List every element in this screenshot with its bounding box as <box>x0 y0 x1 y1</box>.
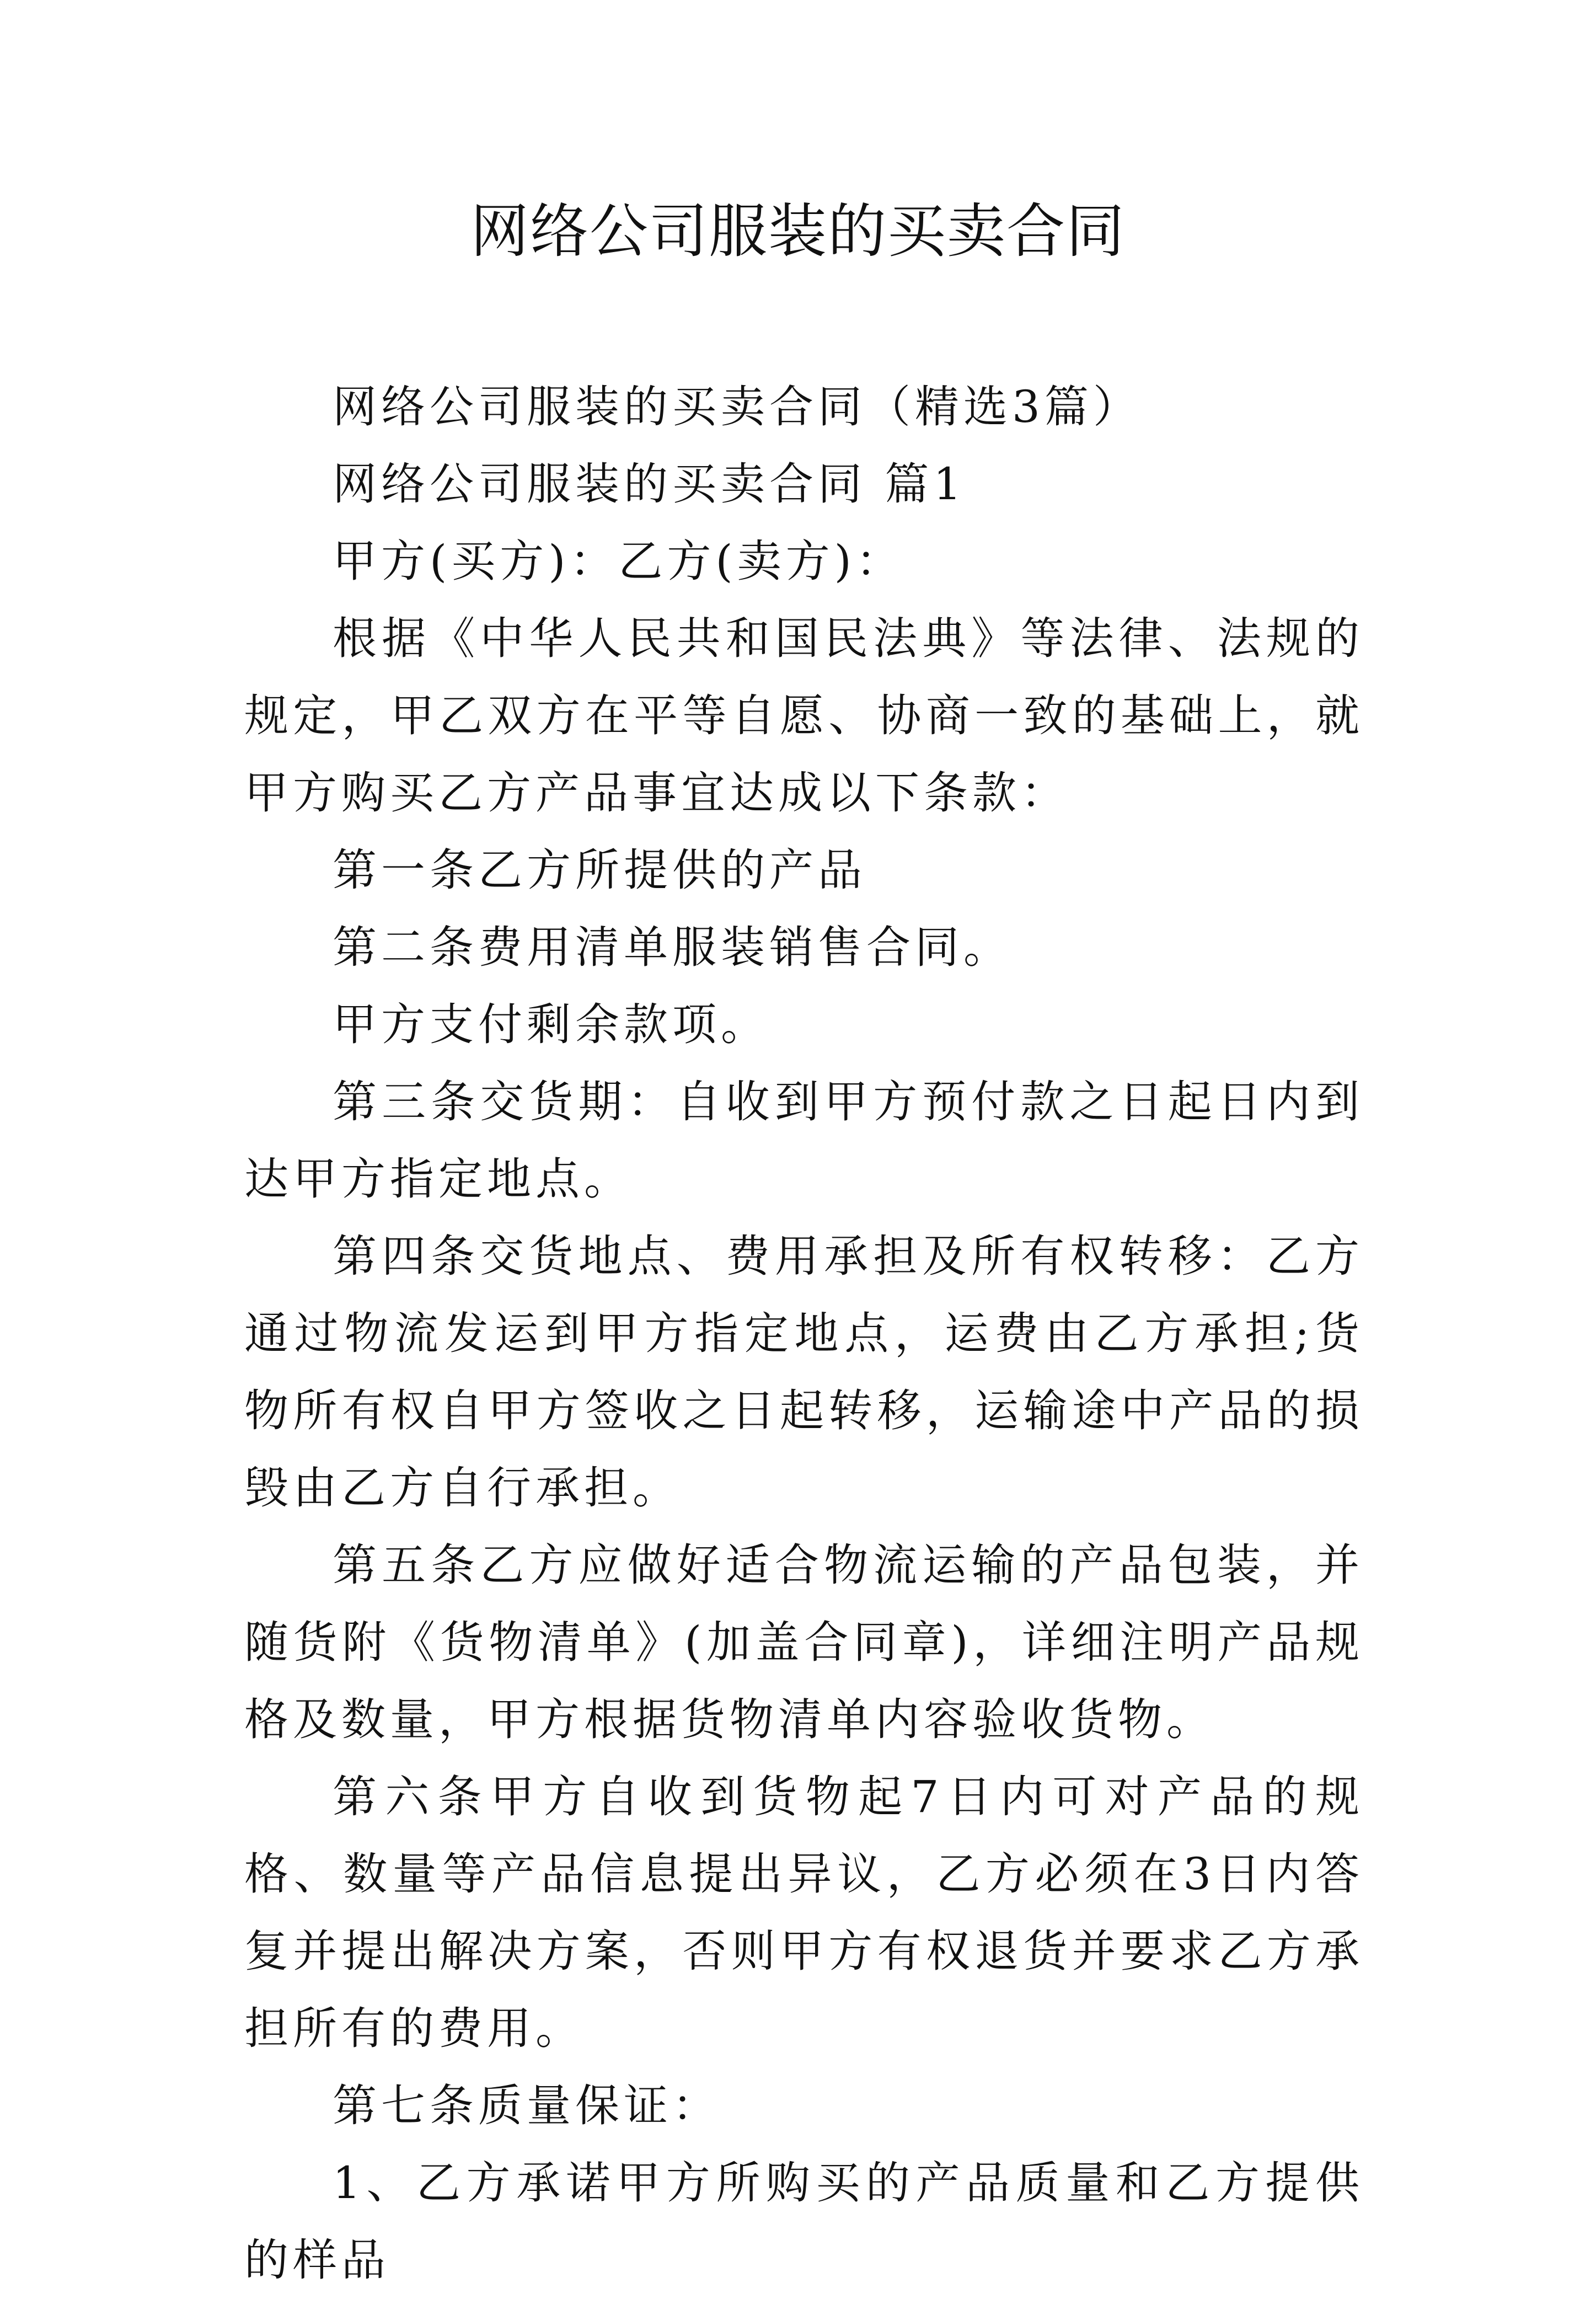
paragraph-section-heading: 网络公司服装的买卖合同 篇1 <box>333 458 966 510</box>
document-body <box>244 368 1364 2299</box>
paragraph-article-4: 第四条交货地点、费用承担及所有权转移：乙方通过物流发运到甲方指定地点，运费由乙方承担;货物所有权自甲方签收之日起转移，运输途中产品的损毁由乙方自行承担。 <box>244 1231 1364 1514</box>
paragraph-article-1: 第一条乙方所提供的产品 <box>333 844 866 896</box>
paragraph-article-7: 第七条质量保证： <box>333 2080 721 2131</box>
paragraph-article-6: 第六条甲方自收到货物起7日内可对产品的规格、数量等产品信息提出异议，乙方必须在3日内答复并提出解决方案，否则甲方有权退货并要求乙方承担所有的费用。 <box>244 1771 1364 2054</box>
paragraph-article-3: 第三条交货期：自收到甲方预付款之日起日内到达甲方指定地点。 <box>244 1076 1364 1205</box>
paragraph-clause-7-1: 1、乙方承诺甲方所购买的产品质量和乙方提供的样品 <box>244 2157 1364 2286</box>
paragraph-article-2: 第二条费用清单服装销售合同。 <box>333 922 1012 973</box>
paragraph-parties: 甲方(买方)：乙方(卖方)： <box>333 536 904 587</box>
document-title: 网络公司服装的买卖合同 <box>470 197 1126 265</box>
paragraph-article-5: 第五条乙方应做好适合物流运输的产品包装，并随货附《货物清单》(加盖合同章)，详细注明产品规格及数量，甲方根据货物清单内容验收货物。 <box>244 1539 1364 1745</box>
paragraph-payment: 甲方支付剩余款项。 <box>333 999 769 1050</box>
paragraph-subtitle: 网络公司服装的买卖合同（精选3篇） <box>333 381 1142 432</box>
paragraph-preamble: 根据《中华人民共和国民法典》等法律、法规的规定，甲乙双方在平等自愿、协商一致的基础上，就甲方购买乙方产品事宜达成以下条款： <box>244 613 1364 819</box>
